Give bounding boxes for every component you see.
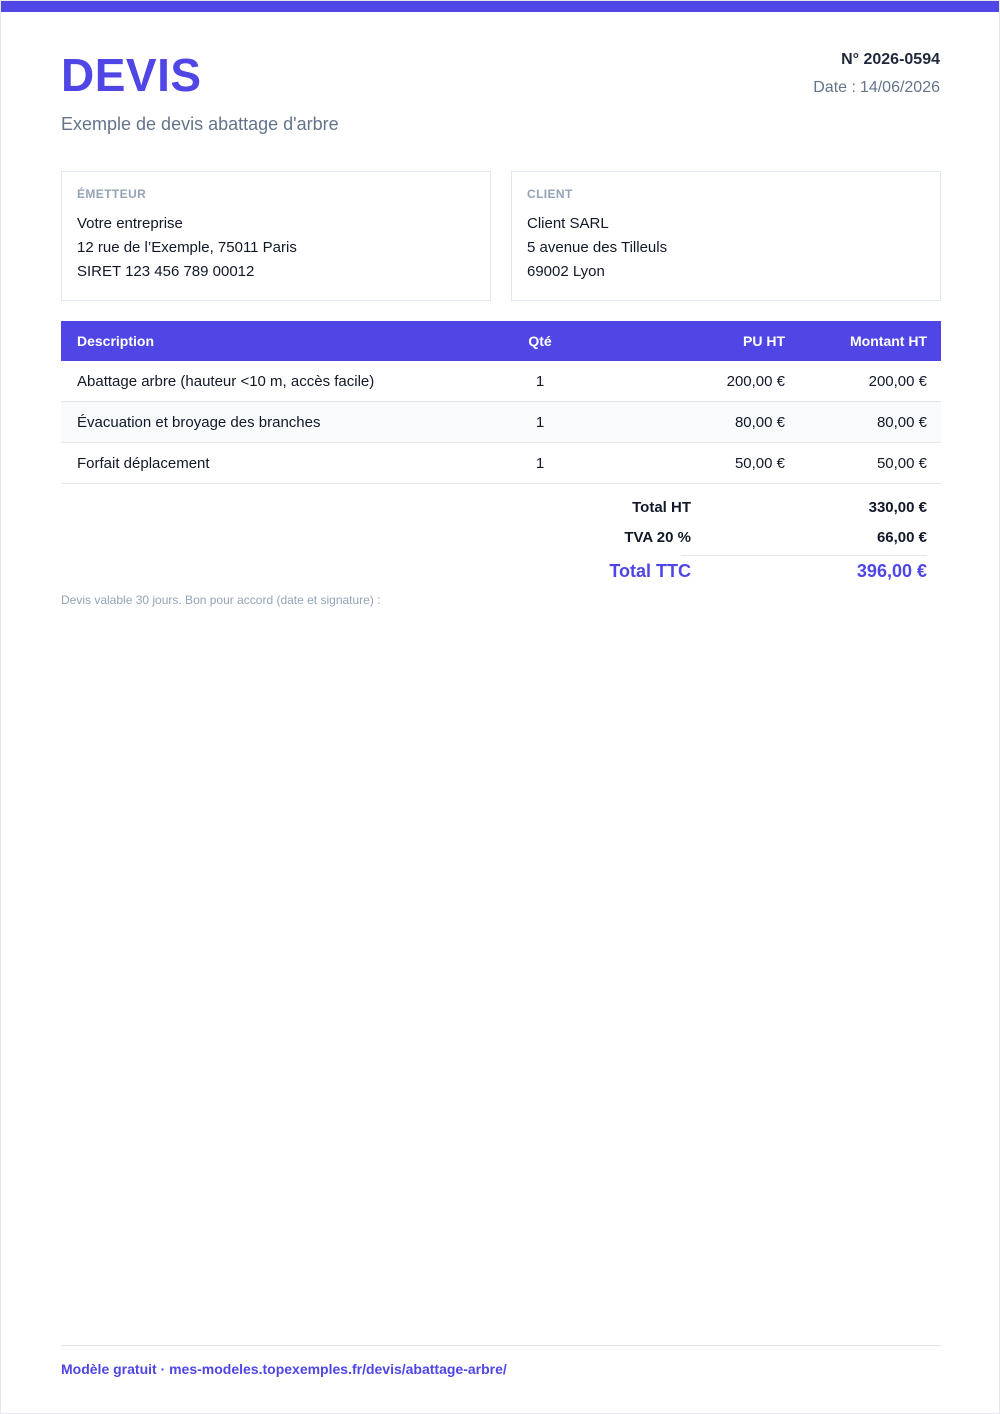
client-heading: CLIENT <box>527 187 573 201</box>
issuer-siret: SIRET 123 456 789 00012 <box>77 263 255 280</box>
quote-date-label: Date : <box>813 79 856 96</box>
row-description: Abattage arbre (hauteur <10 m, accès facile) <box>61 361 469 402</box>
document-title: DEVIS <box>61 49 202 101</box>
total-ht-label: Total HT <box>632 499 691 516</box>
issuer-company: Votre entreprise <box>77 215 183 232</box>
accent-top-bar <box>1 1 999 12</box>
total-ht-row <box>541 495 927 525</box>
row-amount: 200,00 € <box>799 361 941 402</box>
row-description: Forfait déplacement <box>61 443 469 484</box>
header-description: Description <box>61 321 469 361</box>
header-unit-price: PU HT <box>609 321 799 361</box>
row-unit-price: 200,00 € <box>609 361 799 402</box>
row-unit-price: 80,00 € <box>609 402 799 443</box>
row-amount: 80,00 € <box>799 402 941 443</box>
issuer-heading: ÉMETTEUR <box>77 187 147 201</box>
issuer-box <box>61 171 491 301</box>
total-ttc-row <box>609 555 927 588</box>
row-qty: 1 <box>469 402 609 443</box>
client-city: 69002 Lyon <box>527 263 605 280</box>
header-qty: Qté <box>469 321 609 361</box>
total-ht-value: 330,00 € <box>868 499 927 516</box>
quote-date <box>813 78 940 98</box>
table-header-row <box>61 321 941 361</box>
table-row <box>61 402 941 443</box>
client-box <box>511 171 941 301</box>
footer-divider <box>61 1345 941 1346</box>
row-qty: 1 <box>469 443 609 484</box>
issuer-address: 12 rue de l’Exemple, 75011 Paris <box>77 239 297 256</box>
total-ttc-label: Total TTC <box>609 561 691 581</box>
footer-link[interactable]: Modèle gratuit · mes-modeles.topexemples.fr/devis/abattage-arbre/ <box>61 1361 507 1377</box>
table-row <box>61 443 941 484</box>
tva-label: TVA 20 % <box>624 529 691 546</box>
header-amount: Montant HT <box>799 321 941 361</box>
client-address: 5 avenue des Tilleuls <box>527 239 668 256</box>
table-row <box>61 361 941 402</box>
row-description: Évacuation et broyage des branches <box>61 402 469 443</box>
validity-note: Devis valable 30 jours. Bon pour accord (date et signature) : <box>61 593 381 607</box>
line-items-table <box>61 321 941 484</box>
quote-date-value: 14/06/2026 <box>859 79 940 96</box>
total-ttc-value: 396,00 € <box>856 561 927 581</box>
totals-block <box>541 495 927 588</box>
tva-value: 66,00 € <box>876 529 927 546</box>
row-unit-price: 50,00 € <box>609 443 799 484</box>
row-amount: 50,00 € <box>799 443 941 484</box>
row-qty: 1 <box>469 361 609 402</box>
document-subtitle: Exemple de devis abattage d'arbre <box>61 114 339 134</box>
client-company: Client SARL <box>527 215 609 232</box>
quote-number: N° 2026-0594 <box>841 51 940 68</box>
tva-row <box>541 525 927 555</box>
